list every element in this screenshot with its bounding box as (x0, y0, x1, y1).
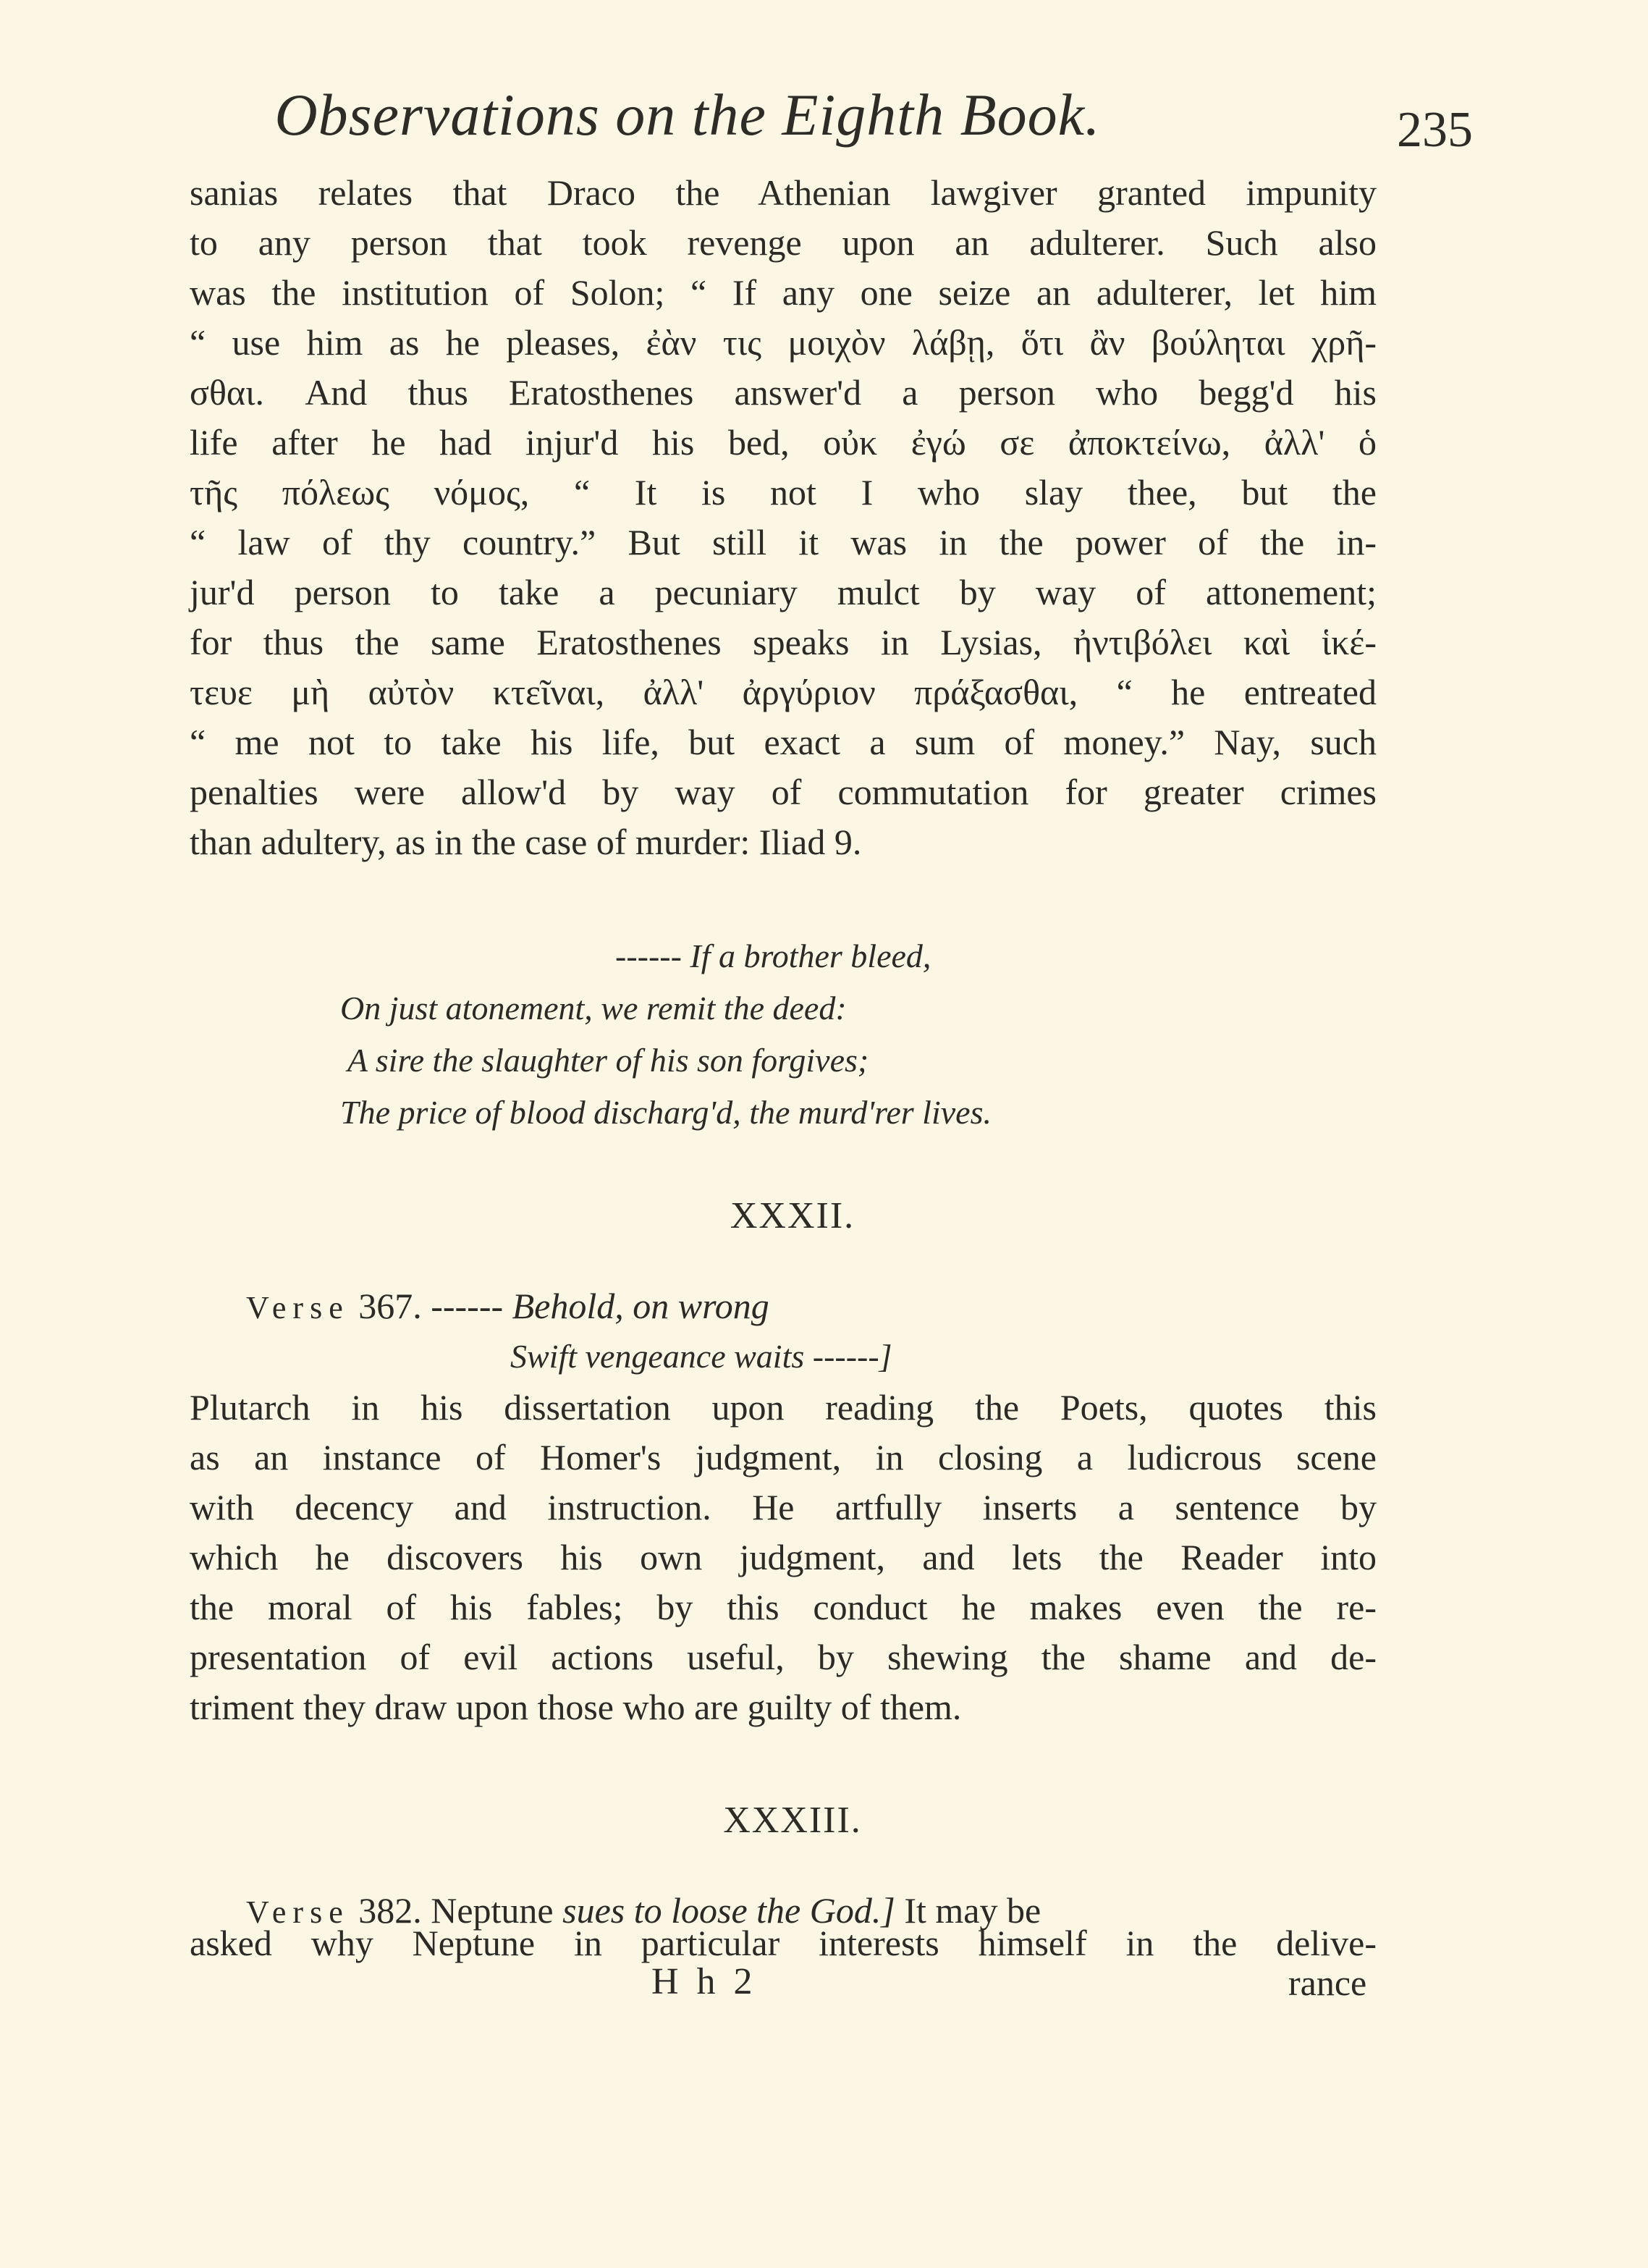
text-line: σθαι. And thus Eratosthenes answer'd a person who begg'd his (190, 372, 1377, 413)
text-line: life after he had injur'd his bed, οὐκ ἐγώ σε ἀποκτείνω, ἀλλ' ὁ (190, 422, 1377, 463)
text-line: presentation of evil actions useful, by shewing the shame and de- (190, 1637, 1377, 1677)
text-line: asked why Neptune in particular interests himself in the delive- (190, 1923, 1377, 1963)
text-line: penalties were allow'd by way of commutation for greater crimes (190, 772, 1377, 812)
verse-continuation: It may be (904, 1890, 1041, 1931)
text-line: than adultery, as in the case of murder: Iliad 9. (190, 822, 862, 862)
signature-mark: H h 2 (651, 1961, 757, 2002)
verse-line: On just atonement, we remit the deed: (340, 990, 847, 1026)
verse-label: Verse (246, 1290, 350, 1325)
verse-quote: ------ Behold, on wrong (431, 1286, 769, 1326)
text-line: for thus the same Eratosthenes speaks in Lysias, ἠντιβόλει καὶ ἱκέ- (190, 622, 1377, 662)
verse-number: 367. (358, 1286, 422, 1326)
verse-name: Neptune (431, 1890, 554, 1931)
text-line: triment they draw upon those who are guilty of them. (190, 1687, 962, 1727)
verse-line: A sire the slaughter of his son forgives; (347, 1042, 869, 1079)
text-line: with decency and instruction. He artfully inserts a sentence by (190, 1487, 1377, 1527)
section-heading-xxxii: XXXII. (730, 1195, 855, 1236)
section-heading-xxxiii: XXXIII. (723, 1800, 862, 1841)
text-line: “ me not to take his life, but exact a sum of money.” Nay, such (190, 722, 1377, 762)
text-line: the moral of his fables; by this conduct he makes even the re- (190, 1587, 1377, 1627)
verse-line: ------ If a brother bleed, (615, 937, 931, 974)
verse-quote: sues to loose the God.] (562, 1890, 895, 1931)
text-line: τευε μὴ αὐτὸν κτεῖναι, ἀλλ' ἀργύριον πράξασθαι, “ he entreated (190, 672, 1377, 712)
verse-reference-367 (246, 1285, 769, 1327)
catchword: rance (1288, 1963, 1367, 2003)
page-number: 235 (1397, 102, 1473, 158)
text-line: τῆς πόλεως νόμος, “ It is not I who slay thee, but the (190, 472, 1377, 513)
running-head: Observations on the Eighth Book. (274, 82, 1101, 148)
verse-quote-continued: Swift vengeance waits ------] (510, 1338, 892, 1375)
verse-label: Verse (246, 1894, 350, 1930)
verse-line: The price of blood discharg'd, the murd'rer lives. (340, 1094, 992, 1131)
text-line: to any person that took revenge upon an adulterer. Such also (190, 222, 1377, 263)
text-line: jur'd person to take a pecuniary mulct by way of attonement; (190, 572, 1377, 612)
text-line: “ law of thy country.” But still it was in the power of the in- (190, 522, 1377, 562)
text-line: sanias relates that Draco the Athenian lawgiver granted impunity (190, 172, 1377, 213)
text-line: which he discovers his own judgment, and lets the Reader into (190, 1537, 1377, 1577)
paragraph-plutarch (190, 1383, 1377, 1732)
paragraph-neptune (190, 1918, 1377, 1968)
verse-number: 382. (358, 1890, 422, 1931)
text-line: as an instance of Homer's judgment, in closing a ludicrous scene (190, 1437, 1377, 1477)
text-line: “ use him as he pleases, ἐὰν τις μοιχὸν λάβῃ, ὅτι ἂν βούληται χρῆ- (190, 322, 1377, 363)
iliad-quotation (340, 930, 1252, 1139)
text-line: Plutarch in his dissertation upon reading the Poets, quotes this (190, 1387, 1377, 1428)
paragraph-adultery (190, 168, 1377, 867)
text-line: was the institution of Solon; “ If any one seize an adulterer, let him (190, 272, 1377, 313)
